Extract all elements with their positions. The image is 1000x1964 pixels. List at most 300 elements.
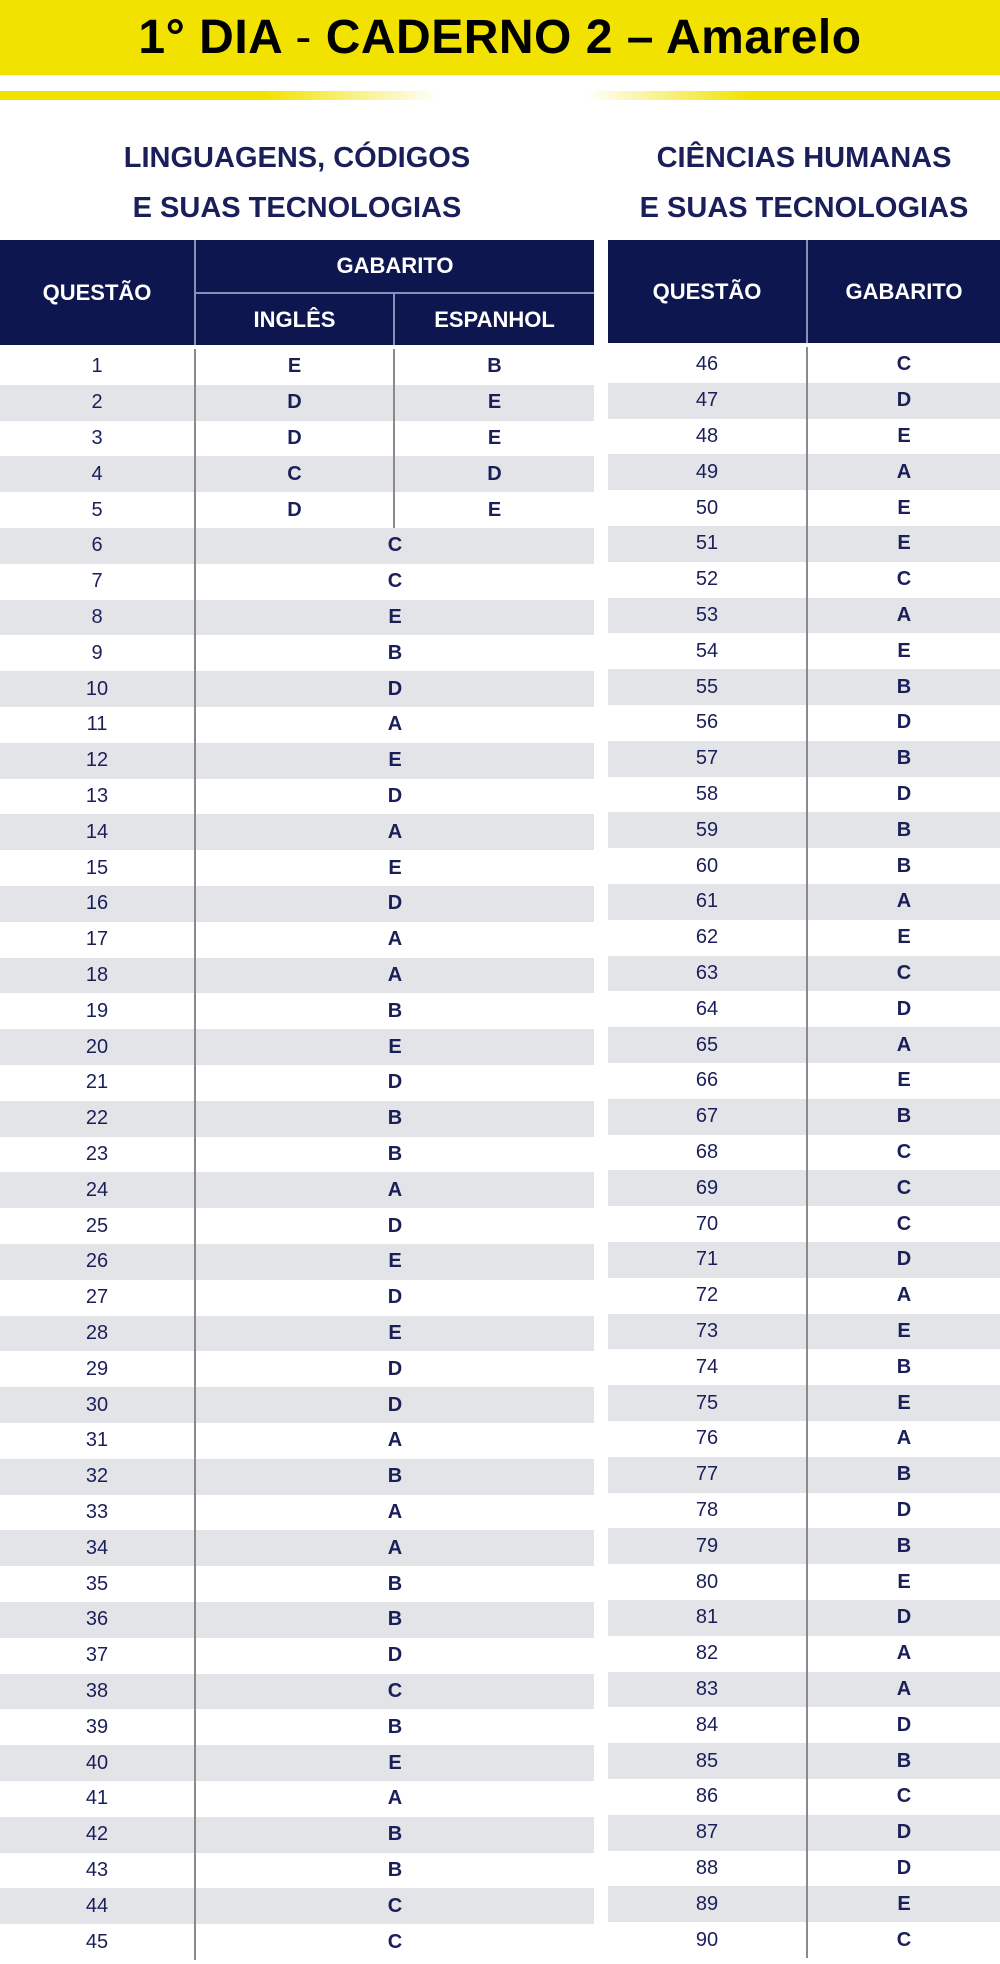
question-number: 21	[85, 1071, 109, 1094]
answer-letter: A	[387, 1500, 403, 1523]
question-number: 8	[91, 605, 103, 628]
answer-letter: B	[896, 747, 912, 770]
table-row	[608, 1206, 1000, 1242]
table-row	[0, 743, 594, 779]
question-number: 14	[85, 820, 109, 843]
table-row	[0, 1029, 594, 1065]
question-number: 29	[85, 1357, 109, 1380]
answer-letter: E	[388, 605, 402, 628]
table-row	[0, 385, 594, 421]
page-banner	[0, 0, 1000, 75]
answer-letter: B	[896, 1463, 912, 1486]
table-row	[608, 920, 1000, 956]
question-number: 64	[695, 997, 719, 1020]
answer-letter: E	[388, 856, 402, 879]
table-row	[0, 1817, 594, 1853]
table-row	[608, 1815, 1000, 1851]
header-english: INGLÊS	[253, 306, 336, 332]
table-row	[0, 1137, 594, 1173]
table-row	[0, 1208, 594, 1244]
question-number: 71	[695, 1248, 719, 1271]
answer-letter: A	[896, 1677, 912, 1700]
banner-day: 1° DIA	[138, 11, 282, 64]
answer-letter: D	[896, 997, 912, 1020]
table-row	[0, 1495, 594, 1531]
answer-letter: D	[387, 1357, 403, 1380]
answer-letter: D	[896, 1606, 912, 1629]
question-number: 35	[85, 1572, 109, 1595]
question-number: 28	[85, 1321, 109, 1344]
table-row	[0, 492, 594, 528]
answer-letter: D	[387, 677, 403, 700]
table-row	[608, 1099, 1000, 1135]
answer-letter: B	[387, 999, 403, 1022]
answer-letter: A	[896, 1284, 912, 1307]
question-number: 61	[695, 890, 719, 913]
table-row	[0, 1172, 594, 1208]
question-number: 74	[695, 1355, 719, 1378]
section-title-humanities	[608, 133, 1000, 233]
table-row	[608, 383, 1000, 419]
table-row	[608, 669, 1000, 705]
answer-letter: B	[896, 818, 912, 841]
table-row	[0, 707, 594, 743]
question-number: 26	[85, 1250, 109, 1273]
table-row	[608, 1600, 1000, 1636]
question-number: 18	[85, 963, 109, 986]
table-row	[0, 564, 594, 600]
answer-letter: D	[387, 892, 403, 915]
answer-letter: C	[896, 1928, 912, 1951]
question-number: 76	[695, 1427, 719, 1450]
answer-letter: B	[896, 1534, 912, 1557]
section-title-line: LINGUAGENS, CÓDIGOS	[123, 142, 471, 174]
question-number: 45	[85, 1930, 109, 1953]
table-row	[608, 1170, 1000, 1206]
question-number: 68	[695, 1140, 719, 1163]
answer-letter: B	[896, 854, 912, 877]
question-number: 44	[85, 1894, 109, 1917]
question-number: 51	[695, 532, 719, 555]
answer-letter: E	[897, 1319, 911, 1342]
table-row	[608, 848, 1000, 884]
answer-english: E	[287, 355, 302, 378]
table-row	[0, 958, 594, 994]
answer-letter: B	[387, 1142, 403, 1165]
table-row	[608, 991, 1000, 1027]
answer-letter: E	[897, 926, 911, 949]
table-row	[0, 1101, 594, 1137]
table-row	[0, 421, 594, 457]
question-number: 37	[85, 1644, 109, 1667]
question-number: 24	[85, 1178, 109, 1201]
table-row	[0, 635, 594, 671]
header-question: QUESTÃO	[42, 279, 152, 305]
question-number: 20	[85, 1035, 109, 1058]
table-row	[608, 705, 1000, 741]
answer-letter: B	[387, 1465, 403, 1488]
answer-spanish: E	[487, 498, 502, 521]
answer-letter: A	[896, 1642, 912, 1665]
question-number: 52	[695, 568, 719, 591]
answer-letter: A	[387, 928, 403, 951]
question-number: 56	[695, 711, 719, 734]
question-number: 60	[695, 854, 719, 877]
question-number: 47	[695, 389, 719, 412]
table-row	[0, 600, 594, 636]
table-row	[608, 1421, 1000, 1457]
question-number: 80	[695, 1570, 719, 1593]
table-row	[608, 1349, 1000, 1385]
question-number: 62	[695, 926, 719, 949]
question-number: 9	[91, 641, 103, 664]
table-row	[608, 454, 1000, 490]
answer-letter: B	[387, 1858, 403, 1881]
table-row	[0, 1316, 594, 1352]
question-number: 89	[695, 1892, 719, 1915]
answer-letter: E	[897, 1069, 911, 1092]
table-row	[0, 456, 594, 492]
table-row	[608, 1851, 1000, 1887]
question-number: 84	[695, 1713, 719, 1736]
question-number: 63	[695, 961, 719, 984]
question-number: 59	[695, 818, 719, 841]
answer-letter: D	[387, 784, 403, 807]
answer-letter: C	[896, 1212, 912, 1235]
question-number: 42	[85, 1823, 109, 1846]
left-table-header	[0, 240, 594, 345]
table-row	[0, 1459, 594, 1495]
table-row	[608, 1886, 1000, 1922]
question-number: 86	[695, 1785, 719, 1808]
table-row	[608, 1385, 1000, 1421]
table-row	[608, 347, 1000, 383]
table-row	[608, 1707, 1000, 1743]
answer-letter: E	[388, 1035, 402, 1058]
table-row	[0, 1351, 594, 1387]
table-row	[0, 671, 594, 707]
table-row	[0, 1423, 594, 1459]
question-number: 12	[85, 749, 109, 772]
header-answer-key: GABARITO	[336, 253, 454, 278]
table-row	[0, 1065, 594, 1101]
answer-letter: D	[896, 1821, 912, 1844]
answer-letter: D	[387, 1214, 403, 1237]
question-number: 13	[85, 784, 109, 807]
answer-letter: A	[387, 1536, 403, 1559]
table-row	[608, 1278, 1000, 1314]
answer-letter: C	[896, 1140, 912, 1163]
question-number: 2	[91, 391, 103, 414]
table-row	[608, 419, 1000, 455]
answer-spanish: E	[487, 426, 502, 449]
table-row	[0, 993, 594, 1029]
table-row	[0, 1745, 594, 1781]
header-answer-key: GABARITO	[845, 278, 963, 304]
right-table-header	[608, 240, 1000, 343]
question-number: 48	[695, 424, 719, 447]
table-row	[608, 1564, 1000, 1600]
answer-letter: B	[896, 1749, 912, 1772]
answer-letter: E	[388, 1321, 402, 1344]
question-number: 11	[86, 713, 108, 736]
table-row	[0, 779, 594, 815]
answer-letter: E	[388, 1250, 402, 1273]
question-number: 38	[85, 1679, 109, 1702]
question-number: 65	[695, 1033, 719, 1056]
header-question: QUESTÃO	[652, 278, 762, 304]
answer-letter: A	[896, 890, 912, 913]
decorative-stripe-right	[585, 91, 1000, 100]
question-number: 1	[91, 355, 103, 378]
table-row	[608, 1672, 1000, 1708]
answer-letter: E	[897, 532, 911, 555]
table-row	[0, 1280, 594, 1316]
question-number: 43	[85, 1858, 109, 1881]
answer-letter: A	[387, 963, 403, 986]
answer-letter: D	[387, 1393, 403, 1416]
question-number: 82	[695, 1642, 719, 1665]
table-row	[608, 1457, 1000, 1493]
question-number: 23	[85, 1142, 109, 1165]
table-row	[608, 741, 1000, 777]
section-title-languages	[0, 133, 594, 233]
table-row	[0, 1244, 594, 1280]
question-number: 36	[85, 1608, 109, 1631]
table-row	[0, 814, 594, 850]
question-number: 46	[695, 353, 719, 376]
answer-letter: C	[387, 1930, 403, 1953]
question-number: 27	[85, 1286, 109, 1309]
table-row	[608, 1242, 1000, 1278]
table-row	[608, 562, 1000, 598]
answer-letter: B	[387, 1572, 403, 1595]
question-number: 54	[695, 639, 719, 662]
table-row	[608, 812, 1000, 848]
question-number: 40	[85, 1751, 109, 1774]
answer-letter: C	[387, 534, 403, 557]
answer-letter: C	[896, 568, 912, 591]
table-row	[608, 956, 1000, 992]
answer-letter: E	[897, 1391, 911, 1414]
table-row	[0, 1602, 594, 1638]
question-number: 77	[695, 1463, 719, 1486]
table-row	[608, 1135, 1000, 1171]
answer-letter: B	[896, 1105, 912, 1128]
question-number: 69	[695, 1176, 719, 1199]
question-number: 31	[85, 1429, 109, 1452]
question-number: 19	[85, 999, 109, 1022]
question-number: 57	[695, 747, 719, 770]
question-number: 16	[85, 892, 109, 915]
table-row	[0, 1888, 594, 1924]
answer-letter: D	[387, 1071, 403, 1094]
answer-letter: C	[896, 1176, 912, 1199]
banner-dash: -	[295, 11, 312, 64]
question-number: 3	[91, 426, 103, 449]
answer-letter: D	[387, 1644, 403, 1667]
banner-title	[138, 10, 861, 65]
decorative-stripe-left	[0, 91, 440, 100]
question-number: 4	[91, 462, 103, 485]
table-row	[608, 526, 1000, 562]
answer-letter: B	[387, 1608, 403, 1631]
answer-spanish: B	[487, 355, 502, 378]
table-row	[608, 1922, 1000, 1958]
table-row	[0, 886, 594, 922]
question-number: 79	[695, 1534, 719, 1557]
table-row	[608, 1063, 1000, 1099]
answer-letter: A	[387, 1178, 403, 1201]
table-row	[0, 1530, 594, 1566]
answer-letter: E	[897, 1892, 911, 1915]
answer-letter: A	[387, 1787, 403, 1810]
left-table-body	[0, 349, 594, 1960]
answer-letter: C	[896, 961, 912, 984]
answer-letter: C	[896, 1785, 912, 1808]
table-row	[0, 1638, 594, 1674]
answer-letter: E	[388, 749, 402, 772]
table-row	[608, 1027, 1000, 1063]
section-title-line: E SUAS TECNOLOGIAS	[132, 192, 462, 224]
question-number: 32	[85, 1465, 109, 1488]
question-number: 6	[91, 534, 103, 557]
question-number: 73	[695, 1319, 719, 1342]
answer-letter: A	[896, 1427, 912, 1450]
answer-letter: D	[896, 1498, 912, 1521]
table-row	[0, 850, 594, 886]
question-number: 72	[695, 1284, 719, 1307]
table-row	[608, 598, 1000, 634]
section-title-line: CIÊNCIAS HUMANAS	[656, 142, 952, 174]
answer-letter: C	[387, 1894, 403, 1917]
answer-letter: E	[388, 1751, 402, 1774]
answer-letter: C	[387, 570, 403, 593]
table-row	[608, 633, 1000, 669]
answer-letter: D	[896, 782, 912, 805]
answer-letter: E	[897, 1570, 911, 1593]
question-number: 83	[695, 1677, 719, 1700]
question-number: 75	[695, 1391, 719, 1414]
question-number: 70	[695, 1212, 719, 1235]
answer-letter: D	[896, 1713, 912, 1736]
answer-letter: B	[896, 1355, 912, 1378]
question-number: 55	[695, 675, 719, 698]
answer-english: D	[287, 498, 302, 521]
answer-spanish: D	[487, 462, 502, 485]
table-row	[608, 1493, 1000, 1529]
answer-letter: D	[896, 711, 912, 734]
table-row	[608, 490, 1000, 526]
question-number: 58	[695, 782, 719, 805]
table-row	[608, 777, 1000, 813]
table-row	[608, 884, 1000, 920]
question-number: 17	[85, 928, 109, 951]
answer-english: C	[287, 462, 302, 485]
question-number: 7	[91, 570, 103, 593]
header-spanish: ESPANHOL	[434, 306, 555, 332]
answer-english: D	[287, 426, 302, 449]
question-number: 53	[695, 603, 719, 626]
question-number: 88	[695, 1856, 719, 1879]
table-row	[0, 922, 594, 958]
answer-english: D	[287, 391, 302, 414]
answer-letter: D	[387, 1286, 403, 1309]
question-number: 81	[695, 1606, 719, 1629]
question-number: 25	[85, 1214, 109, 1237]
answer-letter: A	[387, 820, 403, 843]
table-row	[0, 1781, 594, 1817]
table-row	[608, 1528, 1000, 1564]
column-divider	[393, 349, 395, 528]
banner-notebook: CADERNO 2 –	[325, 11, 654, 64]
answer-spanish: E	[487, 391, 502, 414]
answer-letter: B	[387, 1107, 403, 1130]
question-number: 85	[695, 1749, 719, 1772]
question-number: 78	[695, 1498, 719, 1521]
answer-letter: A	[896, 460, 912, 483]
answer-letter: E	[897, 496, 911, 519]
question-number: 34	[85, 1536, 109, 1559]
answer-letter: C	[387, 1679, 403, 1702]
answer-letter: B	[387, 641, 403, 664]
answer-letter: D	[896, 1856, 912, 1879]
table-row	[0, 349, 594, 385]
table-row	[0, 1709, 594, 1745]
banner-color: Amarelo	[666, 11, 862, 64]
table-row	[0, 528, 594, 564]
question-number: 50	[695, 496, 719, 519]
answer-letter: A	[896, 603, 912, 626]
table-row	[608, 1314, 1000, 1350]
table-row	[0, 1853, 594, 1889]
answer-letter: E	[897, 639, 911, 662]
column-divider	[194, 349, 196, 1960]
table-row	[608, 1636, 1000, 1672]
question-number: 33	[85, 1500, 109, 1523]
answer-letter: A	[387, 1429, 403, 1452]
section-title-line: E SUAS TECNOLOGIAS	[639, 192, 969, 224]
right-table-body	[608, 347, 1000, 1960]
table-row	[0, 1387, 594, 1423]
answer-letter: B	[387, 1823, 403, 1846]
answer-letter: A	[896, 1033, 912, 1056]
table-row	[608, 1743, 1000, 1779]
table-row	[0, 1566, 594, 1602]
table-row	[0, 1674, 594, 1710]
answer-letter: D	[896, 389, 912, 412]
question-number: 87	[695, 1821, 719, 1844]
question-number: 66	[695, 1069, 719, 1092]
question-number: 22	[85, 1107, 109, 1130]
table-row	[608, 1779, 1000, 1815]
question-number: 41	[85, 1787, 109, 1810]
column-divider	[806, 347, 808, 1958]
question-number: 90	[695, 1928, 719, 1951]
question-number: 67	[695, 1105, 719, 1128]
question-number: 30	[85, 1393, 109, 1416]
answer-letter: A	[387, 713, 403, 736]
answer-letter: B	[387, 1715, 403, 1738]
question-number: 10	[85, 677, 109, 700]
question-number: 39	[85, 1715, 109, 1738]
answer-letter: B	[896, 675, 912, 698]
question-number: 5	[91, 498, 103, 521]
answer-letter: C	[896, 353, 912, 376]
answer-letter: E	[897, 424, 911, 447]
question-number: 49	[695, 460, 719, 483]
question-number: 15	[85, 856, 109, 879]
